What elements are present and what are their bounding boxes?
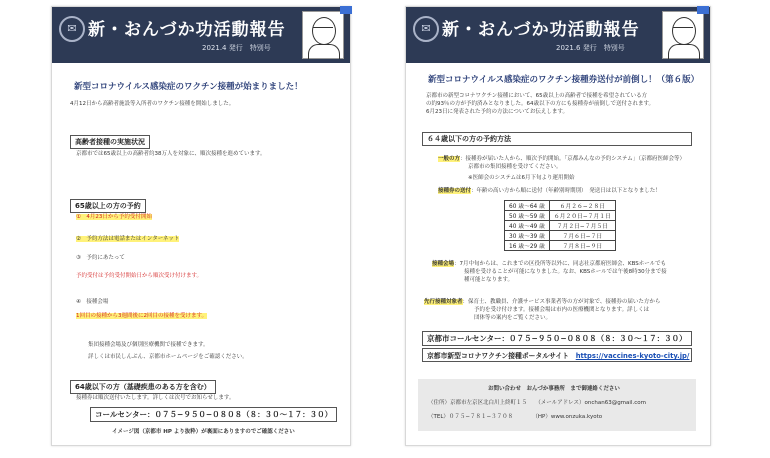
author-portrait: [662, 11, 704, 59]
age-cell: 50 歳〜59 歳: [505, 211, 550, 221]
portal-site: 京都市新型コロナワクチン接種ポータルサイト https://vaccines-kyoto-city.jp/: [422, 348, 692, 362]
page-header: [52, 7, 350, 63]
contact-line: （TEL）０７５−７８１−３７０８ （HP）www.onzuka.kyoto: [428, 414, 603, 420]
date-cell: ７月２日−７月５日: [549, 221, 615, 231]
priority-line: 団体等の案内をご覧ください。: [474, 315, 552, 321]
age-cell: 40 歳〜49 歳: [505, 221, 550, 231]
page-marker: [697, 6, 709, 14]
newsletter-page-1: [51, 6, 351, 446]
page-title: 新・おんづか功活動報告: [442, 20, 640, 40]
section-heading: 64歳以下の方（基礎疾患のある方を含む）: [70, 380, 216, 394]
body-line: ③ 予約にあたって: [76, 255, 125, 261]
page-marker: [340, 6, 352, 14]
body-line: ② 予約方法は電話またはインターネット: [76, 236, 180, 242]
mail-icon: ✉: [413, 16, 439, 42]
footnote: イメージ図（京都市 HP より抜粋）が裏面にありますのでご確認ください: [112, 429, 295, 435]
body-line: ④ 接種会場: [76, 299, 109, 305]
venue-row: 接種会場：7月中旬からは、これまでの区役所等以外に、同志社京都府医師会、KBSホールでも: [432, 261, 667, 267]
body-line: 京都市では65歳以上の高齢者約38万人を対象に、順次接種を進めています。: [76, 151, 266, 157]
table-row: [505, 201, 616, 211]
page-title: 新・おんづか功活動報告: [88, 20, 286, 40]
issue-date: 2021.6 発行 特別号: [556, 44, 625, 52]
author-portrait: [302, 11, 344, 59]
body-line: 1回目の接種から3週間後に2回目の接種を受けます。: [76, 313, 208, 319]
date-cell: ７月６日−７日: [549, 231, 615, 241]
section-heading: 高齢者接種の実施状況: [70, 135, 150, 149]
age-cell: 60 歳〜64 歳: [505, 201, 550, 211]
venue-line: 接種を受けることが可能になりました。なお、KBSホールでは午後8時30分まで接: [464, 269, 667, 275]
headline: 新型コロナウイルス感染症のワクチン接種が始まりました！: [74, 82, 303, 92]
body-line: 接種券は順次送付いたします。詳しくは次号でお知らせします。: [76, 395, 235, 401]
intro-line: 6月23日に発表された予約の方法についてお伝えします。: [426, 109, 568, 115]
body-line: 詳しくは市民しんぶん、京都市ホームページをご確認ください。: [88, 354, 248, 360]
section-heading: ６４歳以下の方の予約方法: [422, 132, 692, 146]
method-row: 一般の方：接種券が届いた人から、順次予約開始。「京都みんなの予約システム」（京都府医師会等）: [438, 156, 685, 162]
venue-line: 種可能となります。: [464, 277, 514, 283]
date-cell: ７月８日−９日: [549, 241, 615, 251]
table-row: [505, 211, 616, 221]
date-cell: ６月２０日−７月１日: [549, 211, 615, 221]
age-cell: 16 歳〜29 歳: [505, 241, 550, 251]
table-row: [505, 231, 616, 241]
contact-heading: お問い合わせ おんづか事務所 まで御連絡ください: [488, 386, 620, 392]
call-center: コールセンター：０７５−９５０−０８０８（８：３０〜１７：３０）: [90, 407, 337, 422]
table-row: [505, 221, 616, 231]
priority-line: 予約を受け付けます。接種会場は市内の医療機関となります。詳しくは: [474, 307, 650, 313]
method-note: ※医師会のシステムは6月下旬より運用開始: [468, 175, 575, 181]
body-line: 集団接種会場及び個別医療機関で接種できます。: [88, 342, 209, 348]
newsletter-page-2: [405, 6, 711, 446]
intro-line: 京都市の新型コロナワクチン接種において、65歳以上の高齢者で接種を希望されている方: [426, 93, 648, 99]
headline: 新型コロナウイルス感染症のワクチン接種券送付が前倒し！（第６版）: [428, 75, 700, 85]
call-center: 京都市コールセンター：０７５−９５０−０８０８（８：３０〜１７：３０）: [422, 331, 692, 346]
schedule-table: [504, 200, 616, 251]
page-header: [406, 7, 710, 63]
mail-icon: ✉: [59, 16, 85, 42]
portal-link[interactable]: https://vaccines-kyoto-city.jp/: [575, 352, 690, 360]
contact-line: （住所）京都市左京区北白川上終町１５ （メールアドレス）onchan63@gmail.com: [428, 400, 646, 406]
age-cell: 30 歳〜39 歳: [505, 231, 550, 241]
intro-line: 4月12日から高齢者施設等入所者のワクチン接種を開始しました。: [70, 101, 235, 107]
intro-line: の約93％の方が予約済みとなりました。64歳以下の方にも接種券が前倒しで送付されます。: [426, 101, 655, 107]
section-heading: 65歳以上の方の予約: [70, 199, 146, 213]
schedule-row: 接種券の送付：年齢の高い方から順に送付（年齢別時期別） 発送日は以下となりました！: [438, 188, 661, 194]
issue-date: 2021.4 発行 特別号: [202, 44, 271, 52]
body-line: 予約受付は予約受付開始日から順次受け付けます。: [76, 273, 203, 279]
date-cell: ６月２６−２８日: [549, 201, 615, 211]
body-line: ① 4月23日から予約受付開始: [76, 214, 152, 220]
priority-row: 先行接種対象者：保育士、教職員、介護サービス事業者等の方が対象で、接種券の届いた方から: [424, 299, 661, 305]
method-line: 京都市の集団接種を受けてください。: [468, 164, 562, 170]
table-row: [505, 241, 616, 251]
